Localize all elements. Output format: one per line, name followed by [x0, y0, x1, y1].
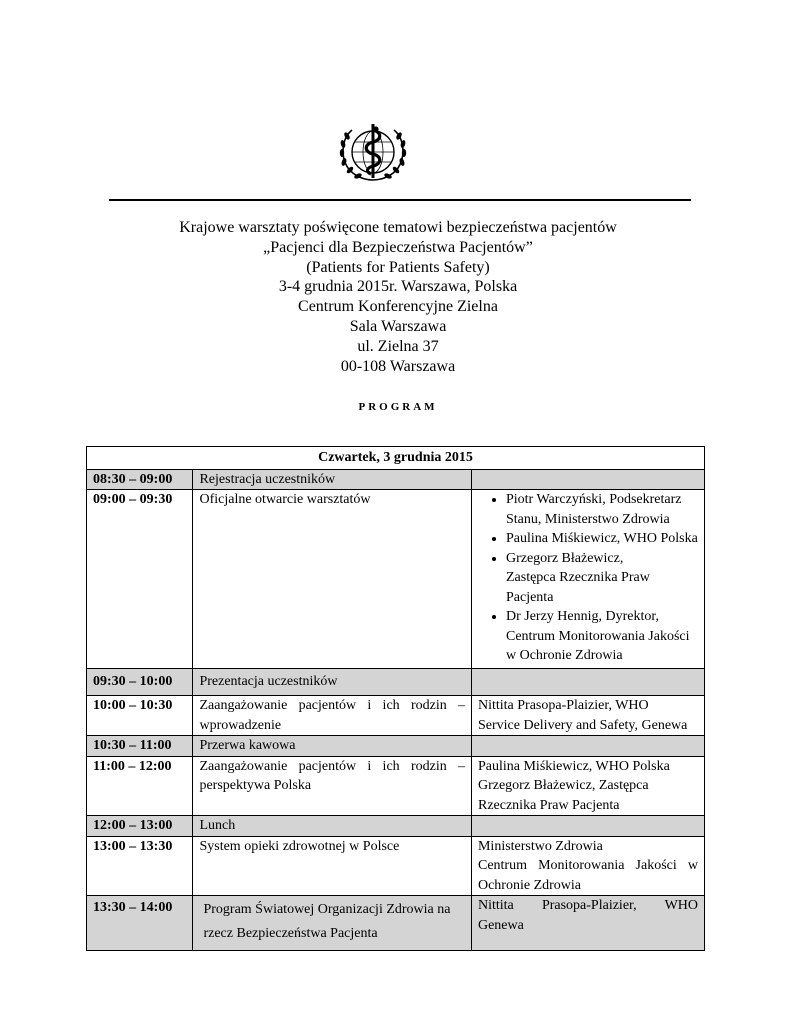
- speaker-item: [506, 607, 698, 666]
- topic-line: rzecz Bezpieczeństwa Pacjenta: [203, 926, 378, 941]
- topic-line: perspektywa Polska: [199, 778, 312, 793]
- event-date-location: 3-4 grudnia 2015r. Warszawa, Polska: [278, 278, 518, 296]
- topic-line: Przerwa kawowa: [199, 738, 296, 753]
- session-time: 10:00 – 10:30: [87, 696, 193, 736]
- session-time: 13:00 – 13:30: [87, 836, 193, 896]
- session-time: 09:00 – 09:30: [87, 490, 193, 669]
- session-speakers: [471, 469, 704, 490]
- speaker-list: [478, 490, 698, 666]
- event-postal-city: 00-108 Warszawa: [340, 357, 456, 375]
- speaker-line: Ochronie Zdrowia: [477, 877, 582, 893]
- table-row: [87, 896, 705, 951]
- table-row: [87, 668, 705, 696]
- topic-line: Zaangażowanie pacjentów i ich rodzin –: [199, 698, 465, 713]
- session-speakers: [471, 490, 704, 669]
- session-topic: [193, 490, 472, 669]
- event-subtitle-english: (Patients for Patients Safety): [306, 258, 490, 276]
- speaker-line: Service Delivery and Safety, Genewa: [477, 717, 688, 733]
- session-topic: [193, 469, 472, 490]
- table-row: [87, 736, 705, 757]
- speaker-line: • Paulina Miśkiewicz, WHO Polska: [505, 531, 698, 546]
- session-speakers: [471, 896, 704, 951]
- speaker-line: • Dr Jerzy Hennig, Dyrektor,: [505, 609, 659, 624]
- session-time: 13:30 – 14:00: [87, 896, 193, 951]
- session-topic: [193, 756, 472, 816]
- schedule-table: [86, 446, 705, 951]
- session-topic: [193, 668, 472, 696]
- session-topic: [193, 896, 472, 951]
- day-title: Czwartek, 3 grudnia 2015: [87, 447, 705, 470]
- event-venue: Centrum Konferencyjne Zielna: [298, 298, 498, 316]
- table-row: [87, 469, 705, 490]
- session-topic: [193, 696, 472, 736]
- session-time: 10:30 – 11:00: [87, 736, 193, 757]
- session-time: 12:00 – 13:00: [87, 816, 193, 837]
- session-time: 11:00 – 12:00: [87, 756, 193, 816]
- speaker-line: Stanu, Ministerstwo Zdrowia: [505, 511, 670, 527]
- table-row: [87, 756, 705, 816]
- session-speakers: [471, 836, 704, 896]
- session-time: 09:30 – 10:00: [87, 668, 193, 696]
- event-title: Krajowe warsztaty poświęcone tematowi bezpieczeństwa pacjentów: [179, 219, 617, 236]
- event-room: Sala Warszawa: [349, 317, 447, 335]
- day-header-row: [87, 447, 705, 470]
- speaker-line: Nittita Prasopa-Plaizier, WHO: [477, 898, 698, 913]
- who-emblem-logo: [336, 122, 410, 184]
- speaker-line: Paulina Miśkiewicz, WHO Polska: [477, 758, 670, 774]
- session-speakers: [471, 736, 704, 757]
- speaker-line: Centrum Monitorowania Jakości w: [477, 858, 698, 873]
- program-heading: PROGRAM: [358, 401, 438, 413]
- speaker-line: Genewa: [477, 917, 524, 933]
- speaker-item: [506, 490, 698, 529]
- event-street: ul. Zielna 37: [357, 337, 439, 355]
- table-row: [87, 836, 705, 896]
- session-topic: [193, 836, 472, 896]
- topic-line: Oficjalne otwarcie warsztatów: [199, 492, 371, 507]
- speaker-item: [506, 529, 698, 549]
- table-row: [87, 490, 705, 669]
- event-subtitle: „Pacjenci dla Bezpieczeństwa Pacjentów”: [263, 238, 533, 256]
- session-speakers: [471, 696, 704, 736]
- speaker-line: w Ochronie Zdrowia: [505, 648, 623, 663]
- table-row: [87, 696, 705, 736]
- speaker-line: Zastępca Rzecznika Praw: [505, 570, 650, 585]
- session-speakers: [471, 816, 704, 837]
- session-speakers: [471, 756, 704, 816]
- speaker-line: Rzecznika Praw Pacjenta: [477, 797, 620, 813]
- speaker-item: [506, 549, 698, 608]
- speaker-line: • Piotr Warczyński, Podsekretarz: [505, 492, 682, 507]
- topic-line: Program Światowej Organizacji Zdrowia na: [203, 902, 451, 917]
- speaker-line: Nittita Prasopa-Plaizier, WHO: [477, 698, 649, 713]
- topic-line: Prezentacja uczestników: [199, 673, 338, 689]
- event-header: [0, 218, 791, 376]
- speaker-line: Grzegorz Błażewicz, Zastępca: [477, 778, 649, 793]
- speaker-line: Ministerstwo Zdrowia: [477, 838, 603, 854]
- table-row: [87, 816, 705, 837]
- header-rule: [109, 199, 691, 201]
- speaker-line: • Grzegorz Błażewicz,: [505, 550, 624, 566]
- topic-line: Lunch: [199, 818, 236, 833]
- topic-line: Rejestracja uczestników: [199, 471, 336, 487]
- session-topic: [193, 736, 472, 757]
- topic-line: Zaangażowanie pacjentów i ich rodzin –: [199, 758, 465, 774]
- session-speakers: [471, 668, 704, 696]
- session-time: 08:30 – 09:00: [87, 469, 193, 490]
- topic-line: wprowadzenie: [199, 717, 282, 733]
- speaker-line: Pacjenta: [505, 589, 554, 605]
- session-topic: [193, 816, 472, 837]
- topic-line: System opieki zdrowotnej w Polsce: [199, 838, 400, 854]
- speaker-line: Centrum Monitorowania Jakości: [505, 628, 690, 644]
